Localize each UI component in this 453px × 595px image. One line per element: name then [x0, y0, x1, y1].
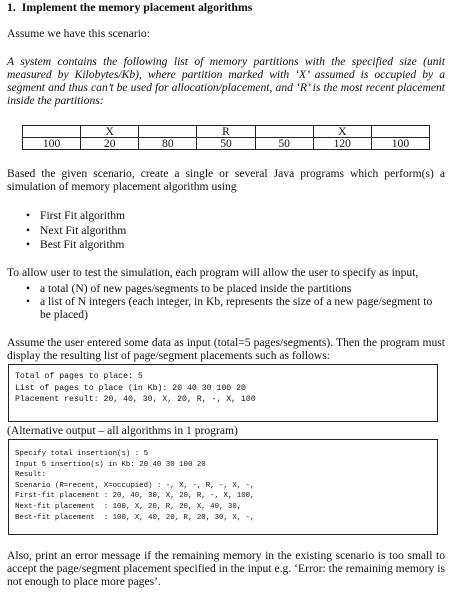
output-line: Placement result: 20, 40, 30, X, 20, R, -, X, 100	[15, 395, 256, 405]
alternative-output-label: (Alternative output – all algorithms in 1 program)	[7, 424, 238, 437]
section-heading: 1. Implement the memory placement algorithms	[7, 0, 253, 14]
list-item: • First Fit algorithm	[26, 209, 326, 224]
marker-cell	[139, 126, 197, 138]
scenario-paragraph: A system contains the following list of memory partitions with the specified size (unit measured by Kilobytes/Kb), where partition marked with ‘X’ assumed is occupied by a segment and thus can’t be used for allocation/placement, and ‘R’ is the most recent placement inside the partitions:	[7, 55, 445, 107]
list-item: • a total (N) of new pages/segments to be placed inside the partitions	[26, 282, 444, 295]
input-list	[26, 282, 444, 321]
list-item: • Best Fit algorithm	[26, 238, 326, 253]
size-cell: 100	[23, 138, 81, 150]
list-item: • a list of N integers (each integer, in Kb, represents the size of a new page/segment to be placed)	[26, 295, 444, 321]
algorithm-list	[26, 209, 326, 253]
output-line: Scenario (R=recent, X=occupied) : -, X, -, R, -, X, -,	[15, 481, 255, 490]
closing-paragraph: Also, print an error message if the remaining memory in the existing scenario is too small to accept the page/segment placement specified in the input e.g. ‘Error: the remaining memory is not enough to place more pages’.	[7, 549, 445, 588]
task-paragraph: Based the given scenario, create a single or several Java programs which perform(s) a simulation of memory placement algorithm using	[7, 167, 445, 193]
assume-input-paragraph: Assume the user entered some data as input (total=5 pages/segments). Then the program must display the resulting list of page/segment placements such as follows:	[7, 336, 445, 362]
alternative-output-box	[8, 439, 438, 535]
size-cell: 50	[197, 138, 255, 150]
marker-cell: X	[81, 126, 139, 138]
output-line: Specify total insertion(s) : 5	[15, 450, 149, 458]
allow-paragraph: To allow user to test the simulation, each program will allow the user to specify as input,	[7, 266, 419, 279]
output-line: Next-fit placement : 100, X, 20, R, 20, X, 40, 30,	[15, 502, 242, 511]
marker-cell: R	[197, 126, 255, 138]
memory-partition-table	[22, 125, 430, 150]
output-line: First-fit placement : 20, 40, 30, X, 20, R, -, X, 100,	[15, 492, 255, 501]
marker-cell: X	[313, 126, 371, 138]
list-item: • Next Fit algorithm	[26, 224, 326, 239]
output-line: Input 5 insertion(s) in Kb: 20 40 30 100 20	[15, 460, 206, 469]
marker-cell	[23, 126, 81, 138]
size-cell: 80	[139, 138, 197, 150]
output-line: List of pages to place (in Kb): 20 40 30 100 20	[15, 383, 246, 393]
output-line: Best-fit placement : 100, X, 40, 20, R, 20, 30, X, -,	[15, 513, 255, 522]
sample-output-box	[8, 364, 438, 422]
marker-cell	[371, 126, 429, 138]
size-cell: 100	[371, 138, 429, 150]
size-cell: 120	[313, 138, 371, 150]
size-cell: 20	[81, 138, 139, 150]
marker-row	[23, 126, 430, 138]
size-cell: 50	[255, 138, 313, 150]
marker-cell	[255, 126, 313, 138]
output-line: Result:	[15, 471, 47, 480]
intro-text: Assume we have this scenario:	[7, 27, 150, 40]
output-line: Total of pages to place: 5	[15, 372, 143, 381]
size-row	[23, 138, 430, 150]
